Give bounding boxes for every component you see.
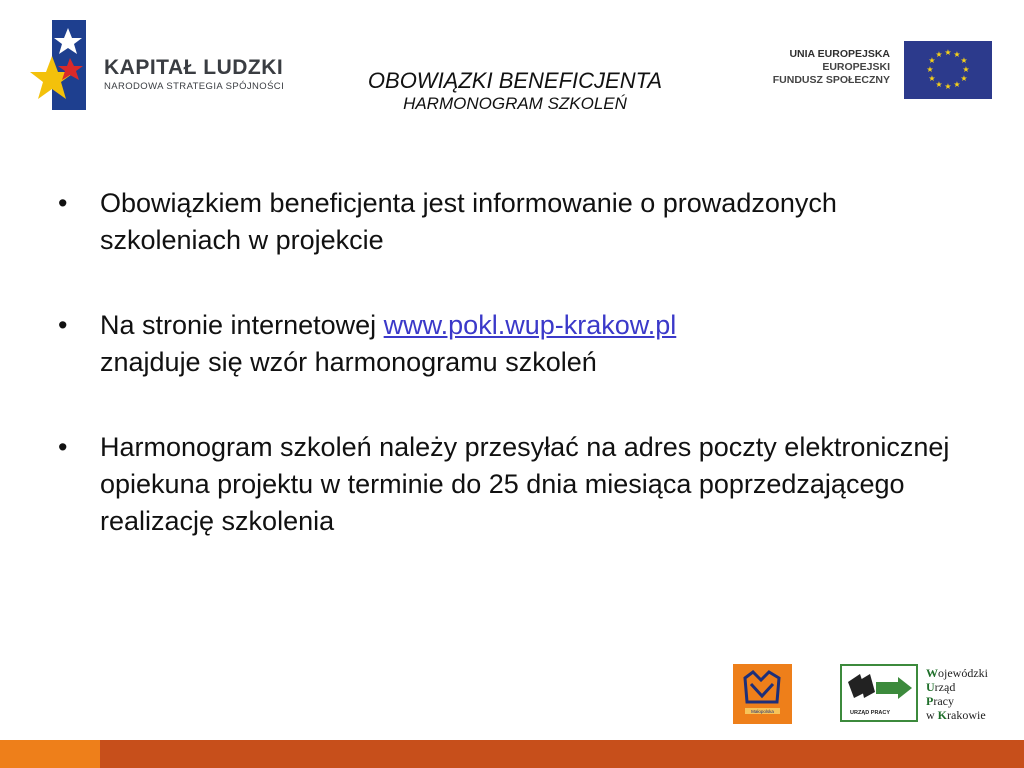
slide-title [300,68,730,114]
page-title: OBOWIĄZKI BENEFICJENTA [367,68,663,93]
svg-text:★: ★ [944,82,952,91]
eu-line-1: UNIA EUROPEJSKA [789,48,890,60]
wup-arrow-icon [842,668,916,708]
wup-word: racy [933,694,954,708]
website-link[interactable]: www.pokl.wup-krakow.pl [383,310,677,340]
eu-flag-icon [904,41,992,99]
bullet-item [58,429,978,540]
wup-logo-box [840,664,918,722]
wup-krakow-logo [840,664,1000,724]
bullet-dot: • [58,188,68,218]
kapital-ludzki-logo [30,20,300,120]
wup-name [926,666,988,722]
kapital-ludzki-star-icon [30,20,92,116]
wup-initial: K [937,708,948,722]
bullet-text: Obowiązkiem beneficjenta jest informowanie o prowadzonych szkoleniach w projekcie [100,188,837,255]
wup-word: rząd [934,680,956,694]
footer-accent [0,740,100,768]
bullet-item [58,307,978,381]
bullet-text-after: znajduje się wzór harmonogramu szkoleń [100,347,597,377]
bullet-item [58,185,978,259]
wup-initial: W [926,666,938,680]
bullet-text: Harmonogram szkoleń należy przesyłać na adres poczty elektronicznej opiekuna projektu w terminie do 25 dnia miesiąca poprzedzającego realizację szkolenia [100,432,950,536]
wup-word: rakowie [947,708,986,722]
svg-text:★: ★ [953,50,961,59]
svg-text:★: ★ [960,56,968,65]
bullet-list [58,185,978,588]
malopolska-logo [733,664,792,724]
wup-initial: U [926,680,935,694]
eu-label [740,48,890,87]
svg-text:★: ★ [935,50,943,59]
wup-word: ojewódzki [938,666,988,680]
svg-text:★: ★ [928,56,936,65]
eu-line-2: EUROPEJSKI [822,61,890,73]
malopolska-caption: Małopolska [751,709,774,714]
kapital-ludzki-subtitle: NARODOWA STRATEGIA SPÓJNOŚCI [104,81,285,92]
svg-text:★: ★ [928,74,936,83]
bullet-text-before: Na stronie internetowej [100,310,384,340]
svg-text:★: ★ [944,48,952,57]
page-subtitle: HARMONOGRAM SZKOLEŃ [403,94,627,113]
svg-text:★: ★ [953,80,961,89]
wup-box-label: URZĄD PRACY [850,710,891,716]
wup-word: w [926,708,938,722]
footer-bar [0,740,1024,768]
bullet-dot: • [58,432,68,462]
svg-text:★: ★ [960,74,968,83]
eu-line-3: FUNDUSZ SPOŁECZNY [772,74,890,86]
kapital-ludzki-name: KAPITAŁ LUDZKI [104,56,284,79]
svg-text:★: ★ [926,65,934,74]
svg-text:★: ★ [935,80,943,89]
wup-initial: P [926,694,934,708]
svg-text:★: ★ [962,65,970,74]
bullet-dot: • [58,310,68,340]
